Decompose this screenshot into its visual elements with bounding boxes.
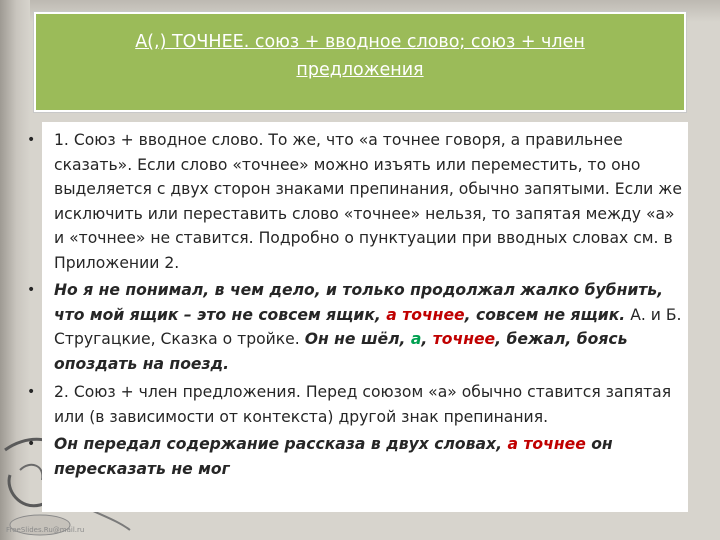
- bullet-dot: •: [27, 436, 36, 452]
- bullet-dot: •: [27, 132, 36, 148]
- example-text: он пересказать не мог: [54, 435, 613, 478]
- title-strong: А(,) ТОЧНЕЕ: [135, 32, 244, 52]
- title-rest: . союз + вводное слово; союз + член: [243, 32, 585, 52]
- example-text: , бежал, боясь опоздать на поезд.: [54, 330, 628, 373]
- bullet-text: [54, 432, 682, 481]
- title-line2: предложения: [296, 60, 424, 80]
- highlight-word: точнее: [432, 330, 496, 348]
- bullet-dot: •: [27, 384, 36, 400]
- highlight-phrase: а точнее: [380, 305, 465, 324]
- bullet-text: 1. Союз + вводное слово. То же, что «а точнее говоря, а правильнее сказать». Если слово «точнее» можно изъять или переместить, то оно выделяется с двух сторон знаками препинания, обычно запятыми. Если же исключить или переставить слово «точнее» нельзя, то запятая между «а» и «точнее» не ставится. Подробно о пунктуации при вводных словах см. в Приложении 2.: [54, 131, 682, 272]
- watermark: FreeSlides.Ru@mail.ru: [6, 526, 85, 534]
- example-text: Но я не понимал, в чем дело, и только продолжал жалко бубнить, что мой ящик – это не совсем ящик,: [54, 281, 664, 324]
- highlight-conjunction: а: [410, 330, 422, 348]
- bullet-text: 2. Союз + член предложения. Перед союзом «а» обычно ставится запятая или (в зависимости от контекста) другой знак препинания.: [54, 383, 672, 426]
- highlight-phrase: а точнее: [507, 435, 586, 453]
- example-text: , совсем не ящик.: [464, 305, 626, 324]
- title-banner: [34, 12, 686, 112]
- bullet-dot: •: [27, 282, 36, 298]
- example-text: Он не шёл,: [304, 330, 411, 348]
- citation-text: А. и Б. Стругацкие, Сказка о тройке.: [54, 305, 682, 348]
- slide-title: [36, 28, 684, 84]
- example-text: Он передал содержание рассказа в двух словах,: [54, 435, 508, 453]
- example-text: ,: [421, 330, 433, 348]
- bullet-text: [54, 278, 682, 376]
